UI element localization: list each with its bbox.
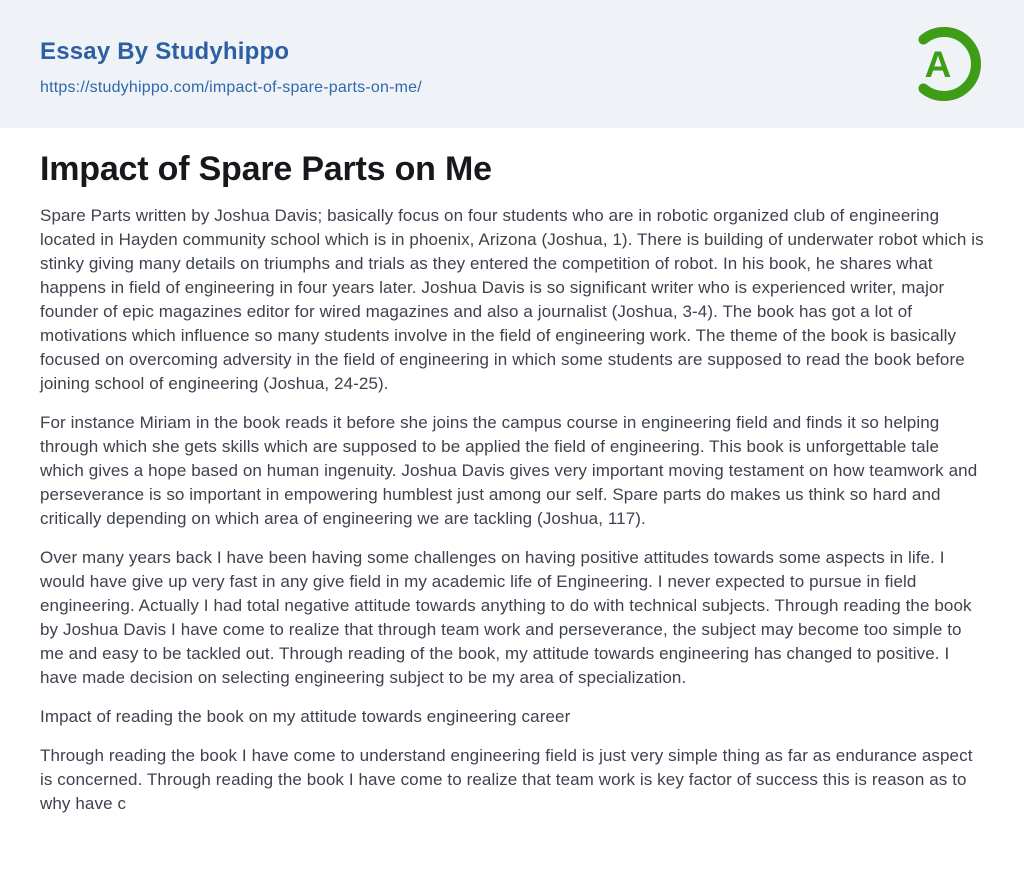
essay-paragraph: Over many years back I have been having some challenges on having positive attitudes towards some aspects in life. I would have give up very fast in any give field in my academic life of Engineering. I never expected to pursue in field engineering. Actually I had total negative attitude towards anything to do with technical subjects. Through reading the book by Joshua Davis I have come to realize that through team work and perseverance, the subject may become too simple to me and easy to be tackled out. Through reading of the book, my attitude towards engineering has changed to positive. I have made decision on selecting engineering subject to be my area of specialization. (40, 548, 972, 687)
site-name-heading: Essay By Studyhippo (40, 37, 290, 65)
header-text-block (40, 32, 422, 97)
essay-title: Impact of Spare Parts on Me (40, 150, 492, 188)
source-url-link[interactable]: https://studyhippo.com/impact-of-spare-parts-on-me/ (40, 78, 422, 96)
essay-paragraph: Spare Parts written by Joshua Davis; basically focus on four students who are in robotic organized club of engineering located in Hayden community school which is in phoenix, Arizona (Joshua, 1). There is building of underwater robot which is stinky giving many details on triumphs and trials as they entered the competition of robot. In his book, he shares what happens in field of engineering in four years later. Joshua Davis is so significant writer who is experienced writer, major founder of epic magazines editor for wired magazines and also a journalist (Joshua, 3-4). The book has got a lot of motivations which influence so many students involve in the field of engineering work. The theme of the book is basically focused on overcoming adversity in the field of engineering in which some students are supposed to read the book before joining school of engineering (Joshua, 24-25). (40, 206, 984, 393)
essay-content (0, 149, 1024, 816)
essay-subheading: Impact of reading the book on my attitude towards engineering career (40, 707, 571, 726)
studyhippo-logo-icon (904, 24, 984, 104)
page-header (0, 0, 1024, 128)
essay-paragraph: For instance Miriam in the book reads it before she joins the campus course in engineering field and finds it so helping through which she gets skills which are supposed to be applied the field of engineering. This book is unforgettable tale which gives a hope based on human ingenuity. Joshua Davis gives very important moving testament on how teamwork and perseverance is so important in empowering humblest just among our self. Spare parts do makes us think so hard and critically depending on which area of engineering we are tackling (Joshua, 117). (40, 413, 978, 528)
essay-paragraph-truncated: Through reading the book I have come to understand engineering field is just very simple thing as far as endurance aspect is concerned. Through reading the book I have come to realize that team work is key factor of success this is reason as to why have c (40, 746, 973, 813)
logo-arc-icon (904, 24, 984, 104)
logo-letter: A (924, 44, 952, 85)
